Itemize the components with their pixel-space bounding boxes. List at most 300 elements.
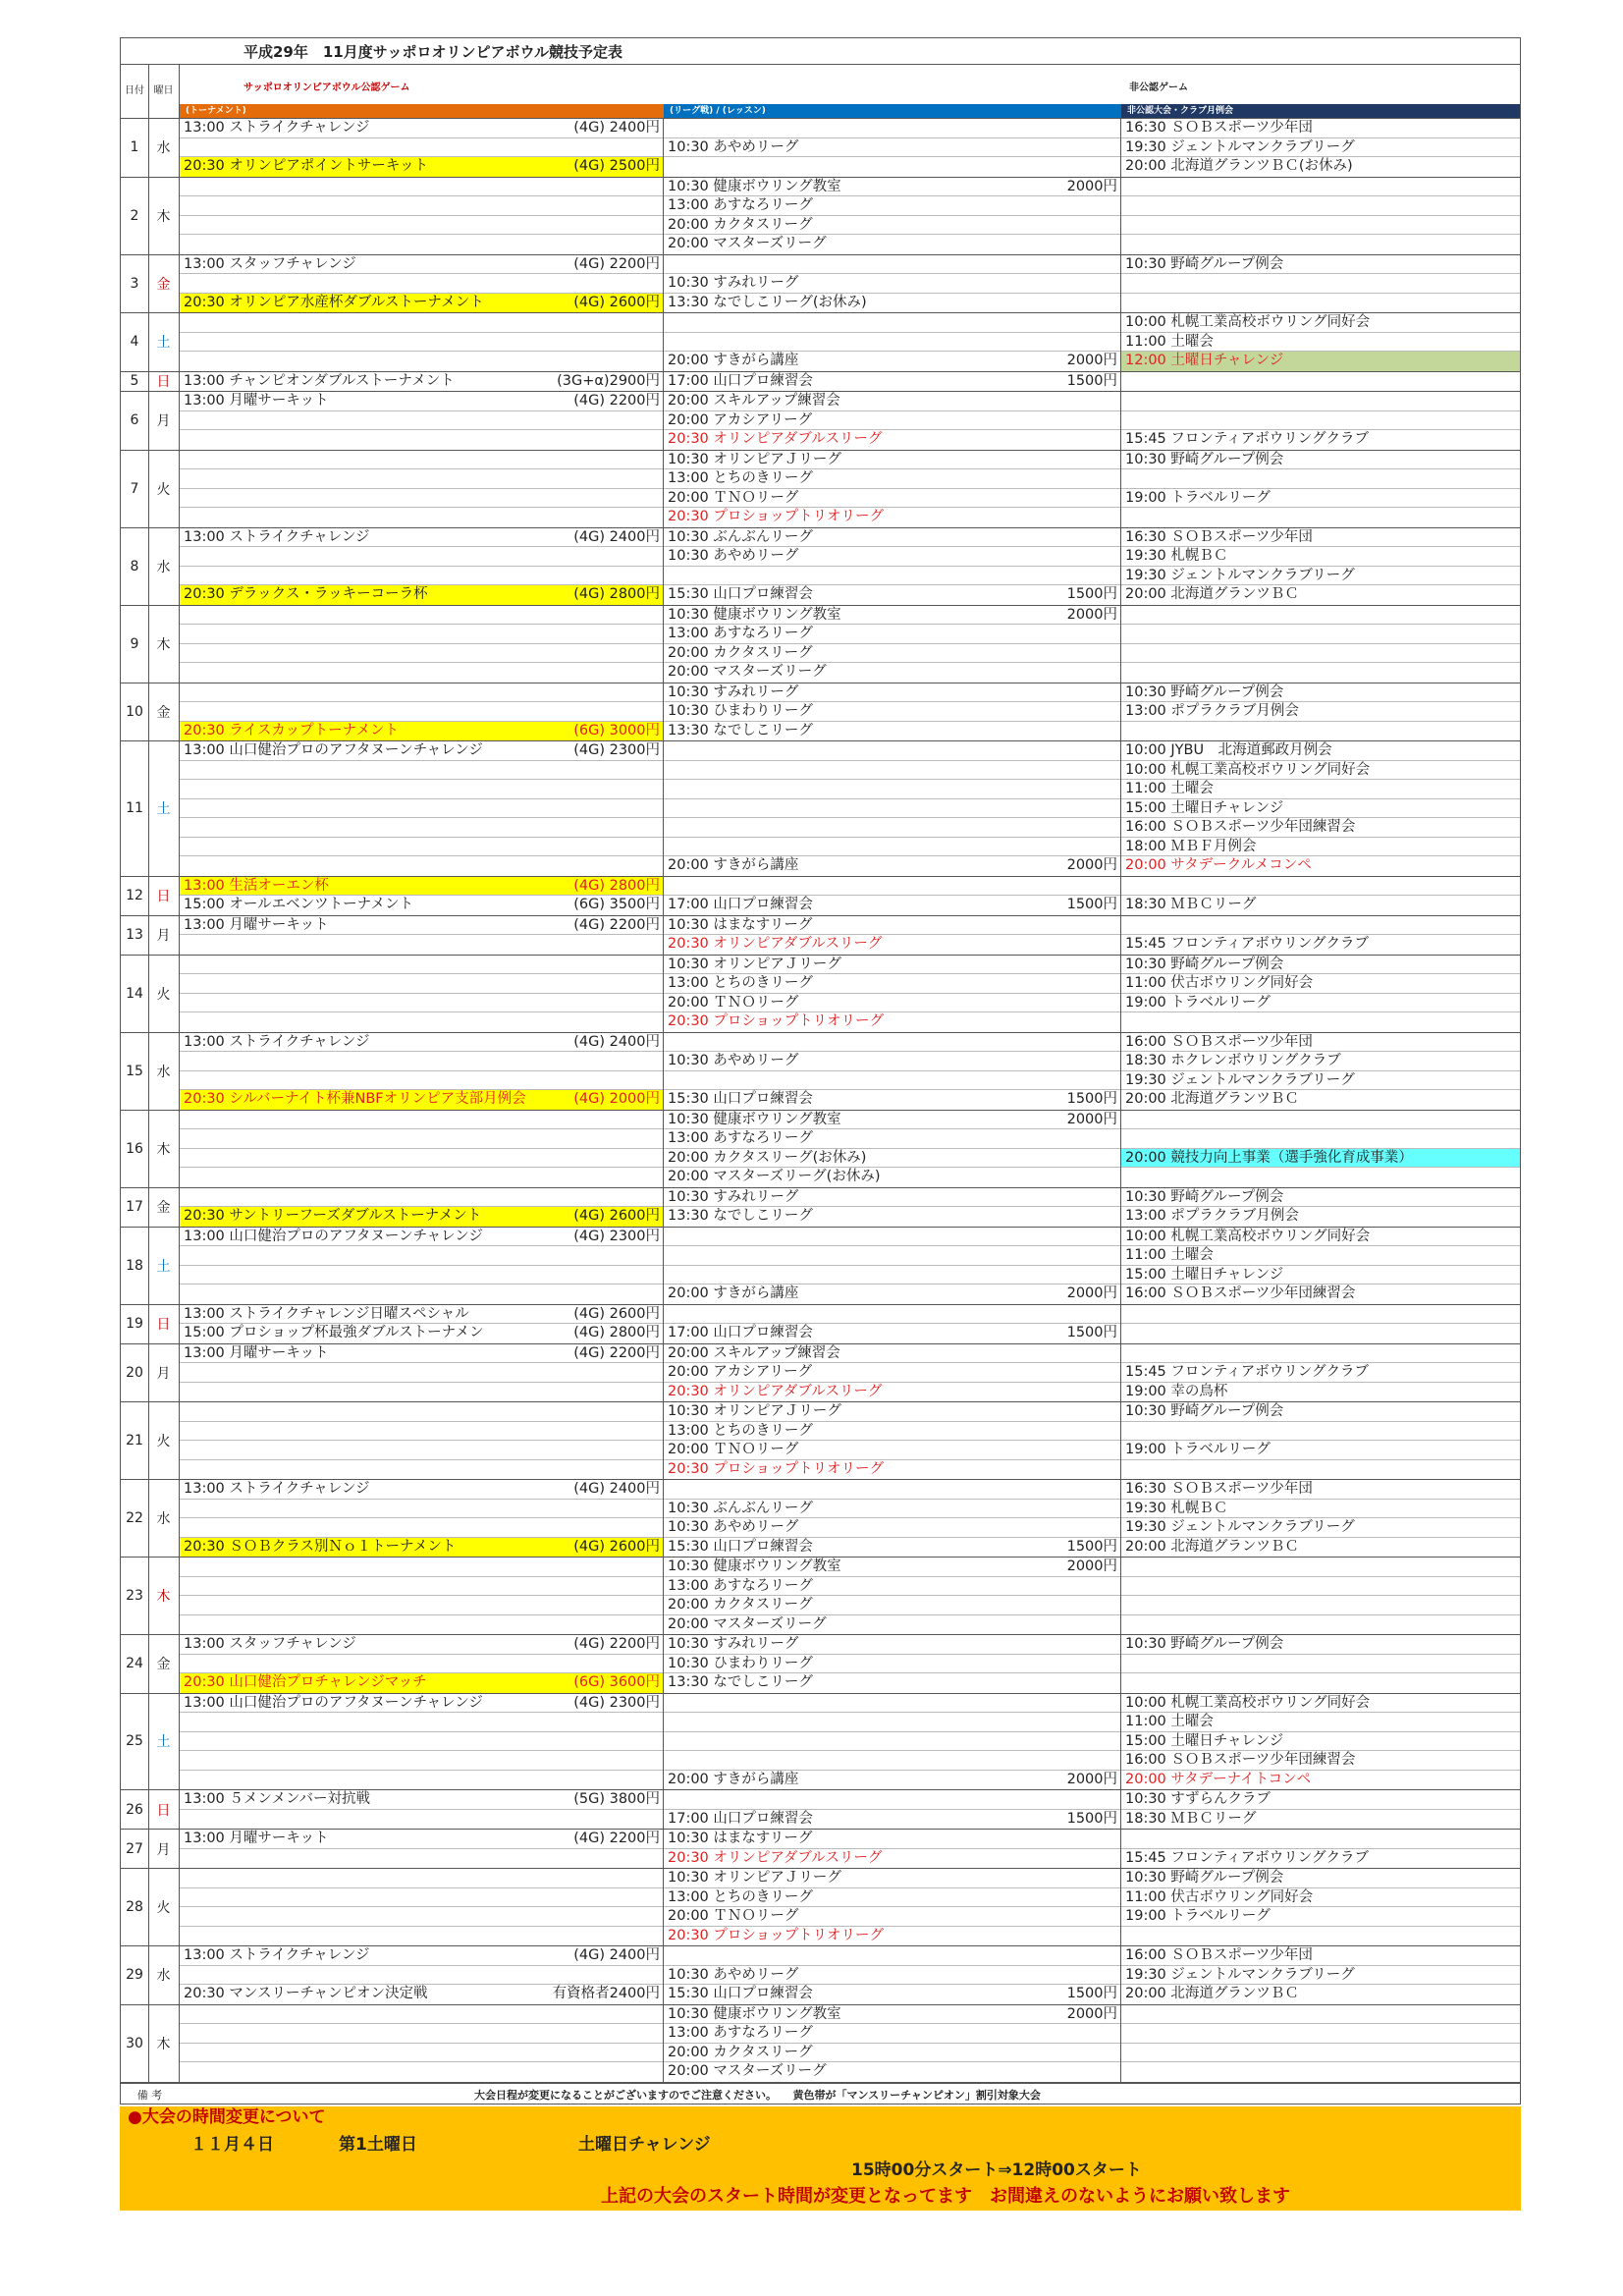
- official-tournaments-cell: [180, 1402, 664, 1479]
- schedule-line: [180, 2005, 663, 2025]
- event-name: 10:30 あやめリーグ: [668, 1519, 799, 1535]
- event-name: 15:30 山口プロ練習会: [668, 1986, 813, 2001]
- schedule-line: [1121, 1518, 1520, 1538]
- schedule-line: [180, 274, 663, 294]
- official-tournaments-cell: [180, 392, 664, 450]
- official-tournaments-cell: [180, 119, 664, 177]
- schedule-line: [1121, 1927, 1520, 1946]
- schedule-line: [664, 1713, 1120, 1732]
- schedule-line: [180, 1012, 663, 1032]
- day-row: [121, 916, 1520, 956]
- event-name: 13:30 なでしこリーグ: [668, 722, 813, 738]
- schedule-line: [664, 1149, 1120, 1169]
- schedule-line: [1121, 877, 1520, 897]
- schedule-line: [1121, 974, 1520, 994]
- clubs-cell: [1121, 683, 1520, 741]
- schedule-line: [664, 235, 1120, 254]
- schedule-line: [664, 138, 1120, 158]
- schedule-line: [1121, 1907, 1520, 1927]
- schedule-line: [664, 1558, 1120, 1577]
- leagues-cell: [664, 528, 1121, 605]
- event-name: 20:00 すきがら講座: [668, 1285, 799, 1301]
- schedule-line: [1121, 1052, 1520, 1071]
- day-row: [121, 1480, 1520, 1558]
- event-name: 10:30 健康ボウリング教室: [668, 1558, 841, 1574]
- event-price: (6G) 3000円: [573, 722, 660, 738]
- day-number: 29: [121, 1946, 149, 2004]
- day-number: 28: [121, 1869, 149, 1945]
- event-name: 15:30 山口プロ練習会: [668, 1538, 813, 1555]
- schedule-line: [180, 1441, 663, 1460]
- event-price: (6G) 3500円: [573, 897, 660, 912]
- event-price: (4G) 2600円: [573, 1305, 660, 1322]
- schedule-line: [180, 780, 663, 799]
- schedule-line: [180, 313, 663, 333]
- official-tournaments-cell: [180, 1635, 664, 1693]
- clubs-cell: [1121, 956, 1520, 1032]
- tournament-band: (トーナメント): [180, 104, 664, 118]
- schedule-line: [1121, 1441, 1520, 1460]
- schedule-line: [180, 1713, 663, 1732]
- event-name: 19:00 トラベルリーグ: [1125, 489, 1271, 506]
- schedule-line: [1121, 1849, 1520, 1869]
- event-name: 20:00 カクタスリーグ: [668, 644, 813, 661]
- day-row: [121, 1305, 1520, 1344]
- event-price: (4G) 2200円: [573, 393, 660, 409]
- event-name: 13:00 ５メンメンバー対抗戦: [184, 1791, 370, 1807]
- schedule-line: [664, 2024, 1120, 2044]
- event-name: 19:00 トラベルリーグ: [1125, 1908, 1271, 1924]
- schedule-line: [664, 877, 1120, 897]
- schedule-line: [180, 1033, 663, 1053]
- day-number: 18: [121, 1228, 149, 1304]
- schedule-line: [664, 1888, 1120, 1908]
- event-name: 13:00 生活オーエン杯: [184, 877, 329, 894]
- day-number: 3: [121, 255, 149, 313]
- event-name: 19:30 ジェントルマンクラブリーグ: [1125, 567, 1355, 583]
- event-name: 10:30 健康ボウリング教室: [668, 2005, 841, 2022]
- schedule-line: [664, 1246, 1120, 1266]
- event-name: 13:00 スタッフチャレンジ: [184, 1636, 356, 1652]
- schedule-line: [1121, 856, 1520, 876]
- schedule-line: [180, 1888, 663, 1908]
- official-tournaments-cell: [180, 451, 664, 527]
- schedule-line: [664, 1012, 1120, 1032]
- weekday: 月: [148, 916, 180, 955]
- leagues-cell: [664, 1344, 1121, 1402]
- schedule-line: [664, 1615, 1120, 1635]
- leagues-cell: [664, 255, 1121, 313]
- schedule-line: [180, 1246, 663, 1266]
- weekday: 月: [148, 1830, 180, 1868]
- event-price: (4G) 2200円: [573, 1344, 660, 1361]
- day-row: [121, 877, 1520, 916]
- schedule-line: [180, 333, 663, 353]
- schedule-line: [1121, 1751, 1520, 1771]
- day-number: 13: [121, 916, 149, 955]
- schedule-line: [180, 1596, 663, 1615]
- schedule-line: [1121, 528, 1520, 548]
- schedule-line: [180, 644, 663, 664]
- schedule-line: [1121, 1558, 1520, 1577]
- event-name: 16:30 ＳＯＢスポーツ少年団: [1125, 120, 1313, 136]
- weekday: 日: [148, 1305, 180, 1343]
- schedule-line: [664, 1266, 1120, 1285]
- schedule-line: [664, 1673, 1120, 1693]
- event-price: 2000円: [1066, 1771, 1117, 1787]
- day-number: 12: [121, 877, 149, 915]
- leagues-cell: [664, 877, 1121, 915]
- event-name: 20:00 すきがら講座: [668, 353, 799, 368]
- event-name: 20:00 スキルアップ練習会: [668, 1344, 840, 1361]
- day-number: 27: [121, 1830, 149, 1868]
- clubs-cell: [1121, 1694, 1520, 1790]
- leagues-cell: [664, 1402, 1121, 1479]
- schedule-line: [180, 896, 663, 915]
- official-tournaments-cell: [180, 1558, 664, 1634]
- leagues-cell: [664, 1830, 1121, 1868]
- clubs-cell: [1121, 372, 1520, 392]
- event-name: 19:00 幸の鳥杯: [1125, 1383, 1228, 1399]
- schedule-line: [180, 1422, 663, 1442]
- schedule-line: [180, 411, 663, 431]
- event-name: 10:30 あやめリーグ: [668, 138, 799, 155]
- remarks-text: 大会日程が変更になることがございますのでご注意ください。 黄色帯が「マンスリーチャンピオン」割引対象大会: [474, 2088, 1041, 2102]
- event-name: 20:00 ＴＮＯリーグ: [668, 1908, 799, 1924]
- event-name: 10:30 すみれリーグ: [668, 683, 799, 700]
- event-name: 13:00 あすなろリーグ: [668, 1130, 813, 1146]
- schedule-line: [180, 1188, 663, 1208]
- schedule-line: [180, 761, 663, 781]
- schedule-line: [180, 1810, 663, 1830]
- schedule-line: [664, 2044, 1120, 2063]
- day-number: 21: [121, 1402, 149, 1479]
- weekday: 水: [148, 1033, 180, 1110]
- schedule-line: [664, 741, 1120, 761]
- header-bands: [120, 104, 1521, 118]
- event-price: 2000円: [1066, 1285, 1117, 1301]
- schedule-line: [664, 1518, 1120, 1538]
- schedule-line: [664, 1052, 1120, 1071]
- schedule-line: [664, 1790, 1120, 1810]
- event-name: 13:00 とちのきリーグ: [668, 470, 813, 486]
- event-name: 20:00 カクタスリーグ(お休み): [668, 1149, 867, 1166]
- schedule-line: [664, 663, 1120, 683]
- day-number: 23: [121, 1558, 149, 1634]
- day-number: 26: [121, 1790, 149, 1829]
- clubs-cell: [1121, 1111, 1520, 1187]
- schedule-line: [1121, 294, 1520, 313]
- clubs-cell: [1121, 1790, 1520, 1829]
- day-number: 22: [121, 1480, 149, 1557]
- schedule-line: [664, 1946, 1120, 1966]
- official-tournaments-cell: [180, 1869, 664, 1945]
- weekday: 土: [148, 1228, 180, 1304]
- schedule-line: [180, 1207, 663, 1227]
- event-name: 10:30 野崎グループ例会: [1125, 1403, 1284, 1419]
- weekday: 木: [148, 1111, 180, 1187]
- schedule-line: [1121, 722, 1520, 741]
- schedule-line: [664, 1460, 1120, 1480]
- schedule-line: [1121, 216, 1520, 236]
- schedule-line: [1121, 157, 1520, 177]
- schedule-line: [1121, 1012, 1520, 1032]
- schedule-line: [1121, 1422, 1520, 1442]
- weekday: 火: [148, 1402, 180, 1479]
- schedule-line: [1121, 644, 1520, 664]
- schedule-line: [1121, 1790, 1520, 1810]
- event-name: 19:30 ジェントルマンクラブリーグ: [1125, 1519, 1355, 1535]
- schedule-line: [1121, 761, 1520, 781]
- schedule-line: [180, 585, 663, 605]
- event-name: 20:30 サントリーフーズダブルストーナメント: [184, 1208, 482, 1224]
- event-name: 20:00 北海道グランツＢＣ: [1125, 1538, 1299, 1555]
- schedule-line: [1121, 313, 1520, 333]
- day-row: [121, 1946, 1520, 2005]
- schedule-line: [180, 1790, 663, 1810]
- event-name: 20:00 北海道グランツＢＣ: [1125, 586, 1299, 602]
- schedule-line: [180, 1071, 663, 1091]
- official-tournaments-cell: [180, 1228, 664, 1304]
- schedule-line: [1121, 799, 1520, 819]
- schedule-line: [1121, 1596, 1520, 1615]
- schedule-line: [664, 547, 1120, 567]
- remarks-row: [120, 2084, 1521, 2105]
- schedule-line: [1121, 1071, 1520, 1091]
- event-price: 2000円: [1066, 1558, 1117, 1574]
- event-name: 15:45 フロンティアボウリングクラブ: [1125, 1849, 1369, 1866]
- event-name: 20:30 オリンピアダブルスリーグ: [668, 1849, 883, 1866]
- schedule-line: [664, 994, 1120, 1013]
- event-price: (4G) 2800円: [573, 1325, 660, 1340]
- day-row: [121, 178, 1520, 255]
- schedule-line: [664, 294, 1120, 313]
- day-row: [121, 606, 1520, 683]
- weekday: 水: [148, 119, 180, 177]
- event-name: 19:00 トラベルリーグ: [1125, 1442, 1271, 1457]
- event-name: 20:30 山口健治プロチャレンジマッチ: [184, 1674, 427, 1690]
- event-name: 13:00 あすなろリーグ: [668, 2025, 813, 2041]
- day-number: 8: [121, 528, 149, 605]
- event-name: 20:30 プロショップトリオリーグ: [668, 509, 884, 524]
- event-price: (4G) 2600円: [573, 1538, 660, 1555]
- schedule-line: [180, 469, 663, 489]
- event-price: 1500円: [1066, 897, 1117, 912]
- clubs-cell: [1121, 1228, 1520, 1304]
- schedule-line: [664, 451, 1120, 470]
- event-name: 13:00 ストライクチャレンジ: [184, 528, 370, 545]
- schedule-line: [664, 1577, 1120, 1597]
- schedule-line: [664, 1363, 1120, 1383]
- day-row: [121, 1033, 1520, 1111]
- day-number: 19: [121, 1305, 149, 1343]
- event-price: (4G) 2400円: [573, 1033, 660, 1050]
- event-price: (4G) 2400円: [573, 1947, 660, 1963]
- weekday: 金: [148, 683, 180, 741]
- schedule-line: [1121, 1810, 1520, 1830]
- schedule-line: [664, 1207, 1120, 1227]
- event-price: 1500円: [1066, 372, 1117, 389]
- clubs-cell: [1121, 2005, 1520, 2082]
- schedule-line: [664, 702, 1120, 722]
- schedule-line: [180, 1228, 663, 1247]
- weekday: 土: [148, 313, 180, 371]
- schedule-line: [180, 1771, 663, 1790]
- schedule-line: [1121, 1149, 1520, 1169]
- schedule-line: [664, 528, 1120, 548]
- league-band: (リーグ戦) / (レッスン): [664, 104, 1121, 118]
- day-number: 1: [121, 119, 149, 177]
- schedule-line: [180, 392, 663, 411]
- clubs-cell: [1121, 178, 1520, 254]
- weekday: 日: [148, 877, 180, 915]
- leagues-cell: [664, 1635, 1121, 1693]
- event-price: (4G) 2400円: [573, 1481, 660, 1497]
- event-name: 20:00 カクタスリーグ: [668, 216, 813, 233]
- event-price: (4G) 2200円: [573, 916, 660, 933]
- schedule-line: [664, 392, 1120, 411]
- schedule-line: [1121, 1090, 1520, 1110]
- schedule-line: [664, 1344, 1120, 1364]
- day-row: [121, 528, 1520, 606]
- day-row: [121, 1111, 1520, 1188]
- schedule-line: [1121, 567, 1520, 586]
- schedule-line: [1121, 411, 1520, 431]
- schedule-line: [1121, 1985, 1520, 2004]
- leagues-cell: [664, 916, 1121, 955]
- schedule-line: [1121, 333, 1520, 353]
- schedule-line: [664, 469, 1120, 489]
- schedule-line: [1121, 1966, 1520, 1986]
- leagues-cell: [664, 1480, 1121, 1557]
- notice-which: 第1土曜日: [339, 2135, 417, 2155]
- event-price: (5G) 3800円: [573, 1791, 660, 1807]
- day-number: 30: [121, 2005, 149, 2082]
- event-price: (4G) 2300円: [573, 1228, 660, 1244]
- schedule-line: [664, 1596, 1120, 1615]
- schedule-line: [180, 956, 663, 975]
- event-name: 18:30 ＭＢＣリーグ: [1125, 897, 1257, 912]
- header-row: [120, 64, 1521, 104]
- event-name: 20:00 すきがら講座: [668, 857, 799, 873]
- schedule-line: [664, 1500, 1120, 1519]
- official-tournaments-cell: [180, 1033, 664, 1110]
- event-name: 10:30 オリンピアＪリーグ: [668, 451, 841, 467]
- clubs-cell: [1121, 1830, 1520, 1868]
- event-name: 13:00 とちのきリーグ: [668, 1422, 813, 1439]
- schedule-line: [180, 119, 663, 138]
- event-name: 20:00 マスターズリーグ: [668, 664, 827, 680]
- event-name: 20:00 北海道グランツＢＣ(お休み): [1125, 158, 1353, 174]
- schedule-line: [664, 1849, 1120, 1869]
- event-price: 2000円: [1066, 2005, 1117, 2022]
- official-tournaments-cell: [180, 313, 664, 371]
- day-row: [121, 313, 1520, 372]
- leagues-cell: [664, 741, 1121, 876]
- leagues-cell: [664, 1033, 1121, 1110]
- schedule-line: [180, 1849, 663, 1869]
- event-name: 13:00 ポプラクラブ月例会: [1125, 703, 1299, 719]
- event-price: (4G) 2400円: [573, 528, 660, 545]
- event-name: 20:00 ＴＮＯリーグ: [668, 489, 799, 506]
- notice-date: １１月４日: [190, 2135, 274, 2155]
- official-tournaments-cell: [180, 877, 664, 915]
- schedule-line: [664, 1810, 1120, 1830]
- day-row: [121, 956, 1520, 1033]
- day-number: 17: [121, 1188, 149, 1227]
- leagues-cell: [664, 1946, 1121, 2004]
- schedule-line: [180, 1383, 663, 1402]
- event-name: 20:00 ＴＮＯリーグ: [668, 994, 799, 1011]
- event-price: 1500円: [1066, 1810, 1117, 1827]
- page-title: 平成29年 11月度サッポロオリンピアボウル競技予定表: [243, 43, 623, 61]
- event-name: 20:00 マスターズリーグ: [668, 1615, 827, 1632]
- schedule-line: [664, 1927, 1120, 1946]
- schedule-line: [664, 196, 1120, 216]
- schedule-line: [1121, 1111, 1520, 1130]
- schedule-line: [180, 1344, 663, 1364]
- leagues-cell: [664, 1111, 1121, 1187]
- event-name: 20:00 アカシアリーグ: [668, 1364, 813, 1380]
- event-name: 19:00 トラベルリーグ: [1125, 994, 1271, 1011]
- schedule-line: [664, 1830, 1120, 1849]
- schedule-line: [180, 1538, 663, 1558]
- schedule-line: [180, 235, 663, 254]
- day-row: [121, 683, 1520, 742]
- event-name: 13:00 月曜サーキット: [184, 1344, 329, 1361]
- schedule-line: [664, 780, 1120, 799]
- schedule-line: [664, 1732, 1120, 1752]
- schedule-line: [1121, 1869, 1520, 1888]
- clubs-cell: [1121, 1305, 1520, 1343]
- event-name: 20:00 北海道グランツＢＣ: [1125, 1986, 1299, 2001]
- schedule-line: [180, 138, 663, 158]
- clubs-cell: [1121, 606, 1520, 683]
- day-row: [121, 255, 1520, 314]
- event-price: (3G+α)2900円: [557, 372, 660, 389]
- schedule-line: [180, 1732, 663, 1752]
- leagues-cell: [664, 1188, 1121, 1227]
- clubs-cell: [1121, 916, 1520, 955]
- club-band: 非公認大会・クラブ月例会: [1121, 104, 1520, 118]
- event-name: 19:30 札幌ＢＣ: [1125, 1500, 1228, 1516]
- official-tournaments-cell: [180, 1111, 664, 1187]
- leagues-cell: [664, 1305, 1121, 1343]
- day-row: [121, 1188, 1520, 1228]
- schedule-line: [180, 1500, 663, 1519]
- leagues-cell: [664, 2005, 1121, 2082]
- schedule-line: [1121, 1402, 1520, 1422]
- event-name: 13:00 とちのきリーグ: [668, 975, 813, 991]
- schedule-line: [664, 1324, 1120, 1343]
- clubs-cell: [1121, 528, 1520, 605]
- weekday: 火: [148, 956, 180, 1032]
- schedule-line: [1121, 1480, 1520, 1500]
- event-name: 15:00 土曜日チャレンジ: [1125, 799, 1284, 816]
- event-name: 20:30 シルバーナイト杯兼NBFオリンピア支部月例会: [184, 1091, 526, 1107]
- schedule-line: [664, 489, 1120, 509]
- schedule-line: [180, 838, 663, 857]
- schedule-line: [180, 1558, 663, 1577]
- event-name: 10:30 ぶんぶんリーグ: [668, 1500, 813, 1516]
- weekday: 水: [148, 1946, 180, 2004]
- event-name: 18:30 ホクレンボウリングクラブ: [1125, 1053, 1341, 1068]
- event-name: 13:00 月曜サーキット: [184, 1831, 329, 1846]
- weekday: 木: [148, 178, 180, 254]
- clubs-cell: [1121, 1480, 1520, 1557]
- event-name: 15:30 山口プロ練習会: [668, 1091, 813, 1107]
- schedule-line: [664, 818, 1120, 838]
